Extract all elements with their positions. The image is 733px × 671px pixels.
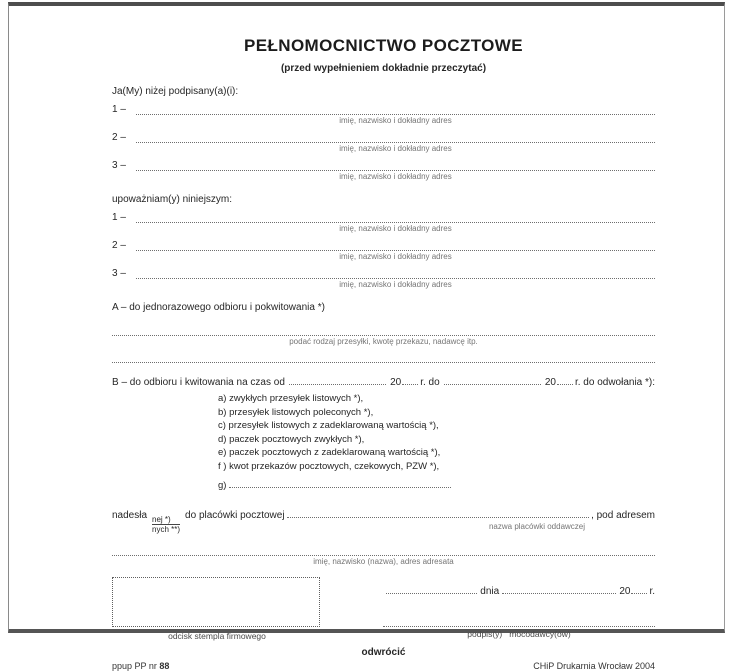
form-title: PEŁNOMOCNICTWO POCZTOWE	[244, 36, 523, 55]
section-a-detail-line[interactable]	[112, 329, 655, 336]
principal-2-name-line[interactable]	[136, 131, 655, 143]
section-b-prefix: B – do odbioru i kwitowania na czas od	[112, 377, 285, 388]
section-b-item-b: b) przesyłek listowych poleconych *),	[218, 406, 374, 418]
name-address-hint: imię, nazwisko i dokładny adres	[339, 252, 452, 261]
principal-row-3	[112, 159, 655, 181]
section-b-item-g-line[interactable]	[229, 477, 451, 488]
footer	[112, 661, 655, 671]
addressee-line[interactable]	[112, 550, 655, 556]
agent-3-name-line[interactable]	[136, 267, 655, 279]
principal-row-2	[112, 131, 655, 153]
section-a-heading: A – do jednorazowego odbioru i pokwitowania *)	[112, 302, 325, 313]
agent-row-3	[112, 267, 655, 289]
principal-row-1	[112, 103, 655, 125]
postal-power-of-attorney-form	[112, 30, 655, 671]
section-b-date-to-line[interactable]	[444, 374, 541, 385]
section-b-item-list	[218, 392, 655, 474]
post-office-hint: nazwa placówki oddawczej	[488, 521, 586, 531]
addressee-block	[112, 550, 655, 566]
delivery-row	[112, 507, 655, 534]
section-a-detail-line-2[interactable]	[112, 355, 655, 363]
agent-2-name-line[interactable]	[136, 239, 655, 251]
section-b-item-e: e) paczek pocztowych z zadeklarowaną wartością *),	[218, 447, 441, 459]
section-b-heading	[112, 374, 655, 388]
row-number: 2 –	[112, 240, 126, 251]
section-b-item-g-label: g)	[218, 479, 227, 491]
row-number: 3 –	[112, 268, 126, 279]
agents-heading: upoważniam(y) niniejszym:	[112, 194, 233, 205]
form-subtitle: (przed wypełnieniem dokładnie przeczytać)	[280, 63, 487, 74]
section-b-year-1-line[interactable]	[402, 374, 418, 385]
name-address-hint: imię, nazwisko i dokładny adres	[339, 172, 452, 181]
date-word: dnia	[480, 585, 500, 597]
form-number-value: 88	[159, 660, 170, 671]
name-address-hint: imię, nazwisko i dokładny adres	[339, 280, 452, 289]
agent-row-2	[112, 239, 655, 261]
delivery-to-office: do placówki pocztowej	[185, 509, 285, 521]
bottom-area	[112, 577, 655, 641]
date-year-line[interactable]	[631, 583, 647, 594]
addressee-hint: imię, nazwisko (nazwa), adres adresata	[313, 556, 454, 566]
section-b-year-2-line[interactable]	[557, 374, 573, 385]
day-month-line[interactable]	[502, 583, 616, 594]
stamp-hint: odcisk stempla firmowego	[168, 630, 266, 641]
signature-line[interactable]	[383, 619, 655, 627]
name-address-hint: imię, nazwisko i dokładny adres	[339, 224, 452, 233]
section-b-item-g	[218, 477, 655, 491]
principal-1-name-line[interactable]	[136, 103, 655, 115]
section-b-item-a: a) zwykłych przesyłek listowych *),	[218, 393, 364, 404]
turn-over-note: odwrócić	[361, 646, 406, 658]
signature-hint: podpis(y) mocodawcy(ów)	[467, 628, 571, 639]
delivery-word: nadesła	[112, 509, 148, 521]
row-number: 1 –	[112, 212, 126, 223]
date-signature-column	[383, 577, 655, 641]
section-b-year-1: 20	[390, 377, 402, 388]
section-b-mid: r. do	[420, 377, 440, 388]
printer-credit: CHiP Drukarnia Wrocław 2004	[533, 660, 655, 671]
section-b-year-2: 20	[544, 377, 556, 388]
row-number: 1 –	[112, 104, 126, 115]
fraction-bottom: nych **)	[152, 524, 181, 534]
fraction-top: nej *)	[152, 515, 180, 525]
principal-3-name-line[interactable]	[136, 159, 655, 171]
section-b-suffix: r. do odwołania *):	[574, 377, 656, 388]
section-b-item-c: c) przesyłek listowych z zadeklarowaną wartością *),	[218, 420, 439, 432]
company-stamp-box[interactable]	[112, 577, 320, 627]
date-r: r.	[649, 585, 655, 597]
section-b-item-d: d) paczek pocztowych zwykłych *),	[218, 433, 365, 445]
form-number	[112, 661, 169, 671]
section-b-date-from-line[interactable]	[289, 374, 386, 385]
delivery-suffix-fraction	[152, 515, 180, 534]
principals-intro: Ja(My) niżej podpisany(a)(i):	[112, 86, 239, 97]
agent-row-1	[112, 211, 655, 233]
section-a-detail	[112, 329, 655, 346]
date-row	[383, 583, 655, 597]
post-office-name-line[interactable]	[287, 507, 590, 518]
delivery-suffix: , pod adresem	[591, 509, 655, 521]
agent-1-name-line[interactable]	[136, 211, 655, 223]
row-number: 2 –	[112, 132, 126, 143]
form-number-prefix: ppup PP nr	[112, 660, 160, 671]
section-a-hint: podać rodzaj przesyłki, kwotę przekazu, nadawcę itp.	[289, 337, 478, 346]
place-line[interactable]	[386, 583, 477, 594]
date-year: 20	[619, 585, 631, 597]
row-number: 3 –	[112, 160, 126, 171]
name-address-hint: imię, nazwisko i dokładny adres	[339, 144, 452, 153]
stamp-column	[112, 577, 322, 641]
name-address-hint: imię, nazwisko i dokładny adres	[339, 116, 452, 125]
section-b-item-f: f ) kwot przekazów pocztowych, czekowych, PZW *),	[218, 460, 440, 472]
